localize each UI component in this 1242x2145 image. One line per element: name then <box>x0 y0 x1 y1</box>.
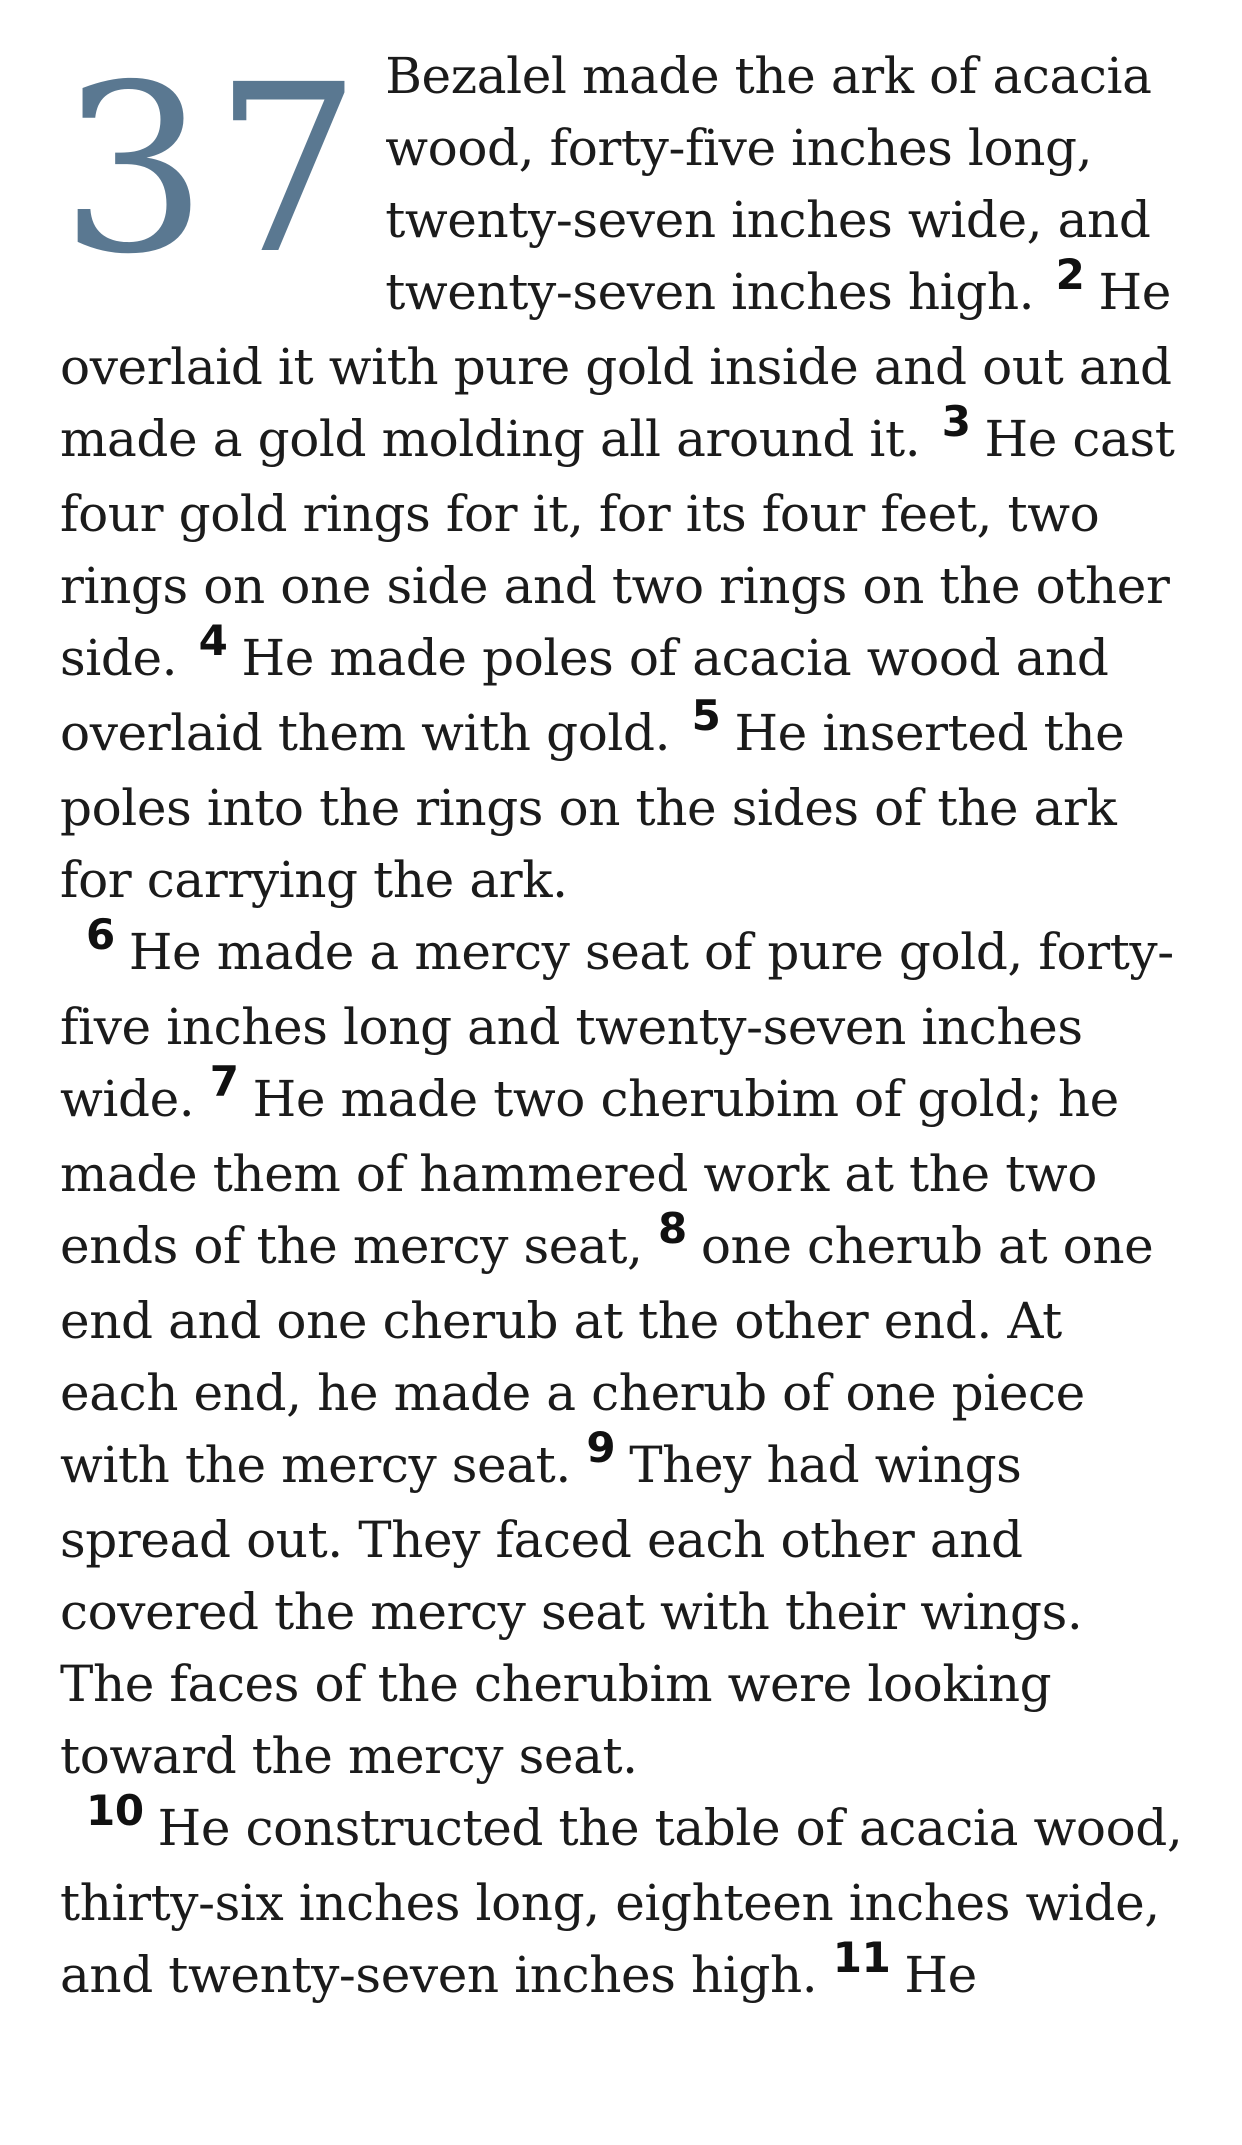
verse-number-2[interactable]: 2 <box>1055 250 1085 299</box>
verse-text-9[interactable]: They had wings spread out. They faced each other and covered the mercy seat with their wings. The faces of the cherubim were looking toward the mercy seat. <box>60 1436 1083 1785</box>
verse-number-6[interactable]: 6 <box>86 910 115 959</box>
verse-number-8[interactable]: 8 <box>658 1204 687 1253</box>
paragraph-3 <box>60 1786 1186 2014</box>
verse-number-9[interactable]: 9 <box>586 1423 616 1472</box>
verse-number-10[interactable]: 10 <box>86 1786 144 1835</box>
paragraph-1 <box>60 35 1186 916</box>
verse-number-4[interactable]: 4 <box>198 616 228 665</box>
verse-text-11[interactable]: He <box>904 1946 977 2004</box>
verse-text-4[interactable]: He made poles of acacia wood and overlaid them with gold. <box>60 629 1109 762</box>
chapter-number: 37 <box>60 35 368 305</box>
verse-number-11[interactable]: 11 <box>832 1933 891 1982</box>
verse-text-8[interactable]: one cherub at one end and one cherub at the other end. At each end, he made a cherub of one piece with the mercy seat. <box>60 1217 1154 1494</box>
verse-number-3[interactable]: 3 <box>941 397 971 446</box>
verse-text-5[interactable]: He inserted the poles into the rings on the sides of the ark for carrying the ark. <box>60 704 1125 909</box>
verse-text-1[interactable]: Bezalel made the ark of acacia wood, forty-five inches long, twenty-seven inches wide, and twenty-seven inches high. <box>385 47 1152 321</box>
verse-number-7[interactable]: 7 <box>209 1057 239 1106</box>
verse-text-3[interactable]: He cast four gold rings for it, for its four feet, two rings on one side and two rings on the other side. <box>60 410 1175 687</box>
verse-text-7[interactable]: He made two cherubim of gold; he made them of hammered work at the two ends of the mercy seat, <box>60 1070 1119 1275</box>
verse-number-5[interactable]: 5 <box>691 691 721 740</box>
verse-text-10[interactable]: He constructed the table of acacia wood, thirty-six inches long, eighteen inches wide, and twenty-seven inches high. <box>60 1799 1183 2004</box>
verse-text-2[interactable]: He overlaid it with pure gold inside and out and made a gold molding all around it. <box>60 263 1172 468</box>
paragraph-2 <box>60 910 1186 1792</box>
verse-text-6[interactable]: He made a mercy seat of pure gold, forty-five inches long and twenty-seven inches wide. <box>60 923 1174 1128</box>
